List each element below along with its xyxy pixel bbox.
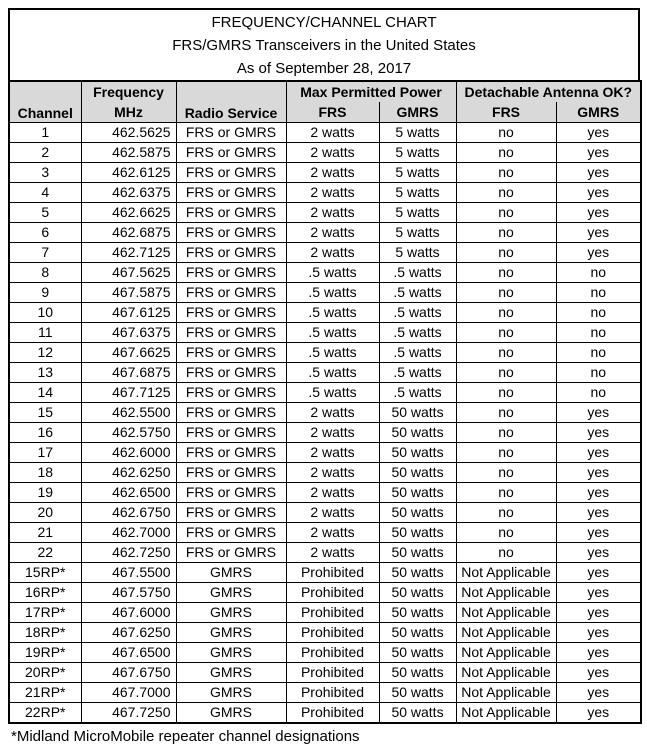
frs-power-cell: 2 watts [286, 403, 379, 423]
frs-power-cell: 2 watts [286, 203, 379, 223]
channel-cell: 16RP* [9, 583, 81, 603]
table-header [9, 81, 641, 123]
gmrs-antenna-cell: yes [556, 423, 641, 443]
radio-service-cell: GMRS [176, 563, 286, 583]
header-frequency [81, 81, 176, 123]
frequency-cell: 467.5875 [81, 283, 176, 303]
radio-service-cell: GMRS [176, 703, 286, 724]
frs-antenna-cell: Not Applicable [456, 623, 556, 643]
frs-power-cell: Prohibited [286, 623, 379, 643]
frs-power-cell: .5 watts [286, 283, 379, 303]
frequency-cell: 467.6000 [81, 603, 176, 623]
frequency-cell: 462.5625 [81, 123, 176, 143]
frs-antenna-cell: Not Applicable [456, 683, 556, 703]
frs-antenna-cell: no [456, 343, 556, 363]
table-row [9, 503, 641, 523]
channel-cell: 1 [9, 123, 81, 143]
radio-service-cell: GMRS [176, 683, 286, 703]
table-row [9, 383, 641, 403]
frs-antenna-cell: no [456, 483, 556, 503]
frs-power-cell: 2 watts [286, 503, 379, 523]
channel-cell: 10 [9, 303, 81, 323]
gmrs-antenna-cell: yes [556, 623, 641, 643]
radio-service-cell: FRS or GMRS [176, 363, 286, 383]
gmrs-power-cell: 50 watts [379, 483, 456, 503]
frs-antenna-cell: Not Applicable [456, 643, 556, 663]
frs-power-cell: 2 watts [286, 443, 379, 463]
frs-power-cell: 2 watts [286, 423, 379, 443]
frequency-cell: 462.5500 [81, 403, 176, 423]
gmrs-power-cell: 50 watts [379, 663, 456, 683]
table-row [9, 423, 641, 443]
header-power-frs: FRS [286, 102, 379, 122]
frs-antenna-cell: Not Applicable [456, 603, 556, 623]
channel-cell: 9 [9, 283, 81, 303]
gmrs-power-cell: 50 watts [379, 543, 456, 563]
frequency-cell: 462.5750 [81, 423, 176, 443]
gmrs-antenna-cell: yes [556, 163, 641, 183]
channel-cell: 12 [9, 343, 81, 363]
table-row [9, 263, 641, 283]
frequency-cell: 462.7250 [81, 543, 176, 563]
gmrs-antenna-cell: yes [556, 603, 641, 623]
gmrs-power-cell: .5 watts [379, 283, 456, 303]
frequency-cell: 462.5875 [81, 143, 176, 163]
gmrs-power-cell: 5 watts [379, 243, 456, 263]
table-row [9, 123, 641, 143]
gmrs-antenna-cell: no [556, 283, 641, 303]
frs-antenna-cell: no [456, 183, 556, 203]
channel-cell: 19 [9, 483, 81, 503]
frequency-cell: 462.7125 [81, 243, 176, 263]
gmrs-power-cell: 50 watts [379, 623, 456, 643]
frequency-cell: 467.5625 [81, 263, 176, 283]
radio-service-cell: FRS or GMRS [176, 403, 286, 423]
frequency-cell: 462.6000 [81, 443, 176, 463]
frs-antenna-cell: no [456, 443, 556, 463]
frs-power-cell: .5 watts [286, 323, 379, 343]
gmrs-power-cell: 5 watts [379, 123, 456, 143]
frs-antenna-cell: no [456, 303, 556, 323]
gmrs-antenna-cell: yes [556, 443, 641, 463]
frs-antenna-cell: no [456, 323, 556, 343]
table-row [9, 703, 641, 724]
gmrs-antenna-cell: yes [556, 203, 641, 223]
frequency-channel-table [8, 80, 642, 724]
radio-service-cell: FRS or GMRS [176, 323, 286, 343]
gmrs-antenna-cell: yes [556, 703, 641, 724]
header-channel: Channel [9, 81, 81, 123]
channel-cell: 13 [9, 363, 81, 383]
footnote: *Midland MicroMobile repeater channel designations [11, 728, 360, 745]
frequency-cell: 462.6125 [81, 163, 176, 183]
channel-cell: 18RP* [9, 623, 81, 643]
gmrs-antenna-cell: yes [556, 483, 641, 503]
frs-power-cell: 2 watts [286, 243, 379, 263]
gmrs-antenna-cell: yes [556, 243, 641, 263]
gmrs-power-cell: .5 watts [379, 323, 456, 343]
header-power-gmrs: GMRS [379, 102, 456, 122]
radio-service-cell: FRS or GMRS [176, 203, 286, 223]
gmrs-antenna-cell: no [556, 363, 641, 383]
frequency-cell: 467.6375 [81, 323, 176, 343]
frequency-cell: 462.6250 [81, 463, 176, 483]
frs-antenna-cell: no [456, 383, 556, 403]
channel-cell: 8 [9, 263, 81, 283]
gmrs-antenna-cell: yes [556, 223, 641, 243]
gmrs-antenna-cell: yes [556, 643, 641, 663]
gmrs-power-cell: 50 watts [379, 583, 456, 603]
gmrs-antenna-cell: no [556, 263, 641, 283]
frs-power-cell: Prohibited [286, 643, 379, 663]
table-row [9, 203, 641, 223]
frequency-cell: 467.6500 [81, 643, 176, 663]
channel-cell: 11 [9, 323, 81, 343]
gmrs-power-cell: 5 watts [379, 183, 456, 203]
gmrs-antenna-cell: no [556, 323, 641, 343]
table-row [9, 303, 641, 323]
radio-service-cell: FRS or GMRS [176, 503, 286, 523]
radio-service-cell: FRS or GMRS [176, 263, 286, 283]
table-row [9, 283, 641, 303]
channel-cell: 18 [9, 463, 81, 483]
gmrs-antenna-cell: yes [556, 583, 641, 603]
table-row [9, 363, 641, 383]
channel-cell: 7 [9, 243, 81, 263]
frs-antenna-cell: no [456, 223, 556, 243]
frs-power-cell: 2 watts [286, 223, 379, 243]
channel-cell: 16 [9, 423, 81, 443]
radio-service-cell: GMRS [176, 583, 286, 603]
channel-cell: 19RP* [9, 643, 81, 663]
radio-service-cell: FRS or GMRS [176, 463, 286, 483]
gmrs-antenna-cell: yes [556, 563, 641, 583]
header-frequency-line1: Frequency [93, 84, 164, 100]
frs-antenna-cell: no [456, 123, 556, 143]
gmrs-antenna-cell: yes [556, 143, 641, 163]
table-row [9, 523, 641, 543]
radio-service-cell: FRS or GMRS [176, 423, 286, 443]
table-row [9, 603, 641, 623]
table-row [9, 463, 641, 483]
gmrs-power-cell: 50 watts [379, 523, 456, 543]
frs-power-cell: .5 watts [286, 383, 379, 403]
header-detachable-antenna: Detachable Antenna OK? [456, 81, 641, 102]
radio-service-cell: FRS or GMRS [176, 523, 286, 543]
title-line-2: FRS/GMRS Transceivers in the United States [172, 36, 476, 54]
table-row [9, 323, 641, 343]
header-max-permitted-power: Max Permitted Power [286, 81, 456, 102]
channel-cell: 4 [9, 183, 81, 203]
frs-antenna-cell: no [456, 523, 556, 543]
table-row [9, 243, 641, 263]
gmrs-power-cell: 50 watts [379, 403, 456, 423]
frs-power-cell: .5 watts [286, 303, 379, 323]
frs-antenna-cell: no [456, 503, 556, 523]
frs-antenna-cell: Not Applicable [456, 563, 556, 583]
gmrs-antenna-cell: yes [556, 683, 641, 703]
radio-service-cell: FRS or GMRS [176, 383, 286, 403]
gmrs-antenna-cell: yes [556, 543, 641, 563]
frs-antenna-cell: Not Applicable [456, 583, 556, 603]
frequency-cell: 467.6125 [81, 303, 176, 323]
gmrs-antenna-cell: yes [556, 463, 641, 483]
gmrs-power-cell: .5 watts [379, 263, 456, 283]
radio-service-cell: FRS or GMRS [176, 243, 286, 263]
table-row [9, 683, 641, 703]
header-antenna-frs: FRS [456, 102, 556, 122]
frequency-cell: 467.7000 [81, 683, 176, 703]
gmrs-power-cell: 50 watts [379, 643, 456, 663]
table-row [9, 183, 641, 203]
gmrs-antenna-cell: yes [556, 183, 641, 203]
radio-service-cell: FRS or GMRS [176, 443, 286, 463]
channel-cell: 20RP* [9, 663, 81, 683]
table-row [9, 483, 641, 503]
frequency-cell: 462.6750 [81, 503, 176, 523]
frs-power-cell: .5 watts [286, 343, 379, 363]
gmrs-antenna-cell: no [556, 343, 641, 363]
frs-power-cell: 2 watts [286, 463, 379, 483]
gmrs-antenna-cell: yes [556, 403, 641, 423]
table-row [9, 443, 641, 463]
channel-cell: 6 [9, 223, 81, 243]
gmrs-power-cell: 50 watts [379, 463, 456, 483]
table-row [9, 223, 641, 243]
gmrs-power-cell: 5 watts [379, 203, 456, 223]
channel-cell: 3 [9, 163, 81, 183]
gmrs-antenna-cell: no [556, 383, 641, 403]
frs-antenna-cell: no [456, 463, 556, 483]
frs-power-cell: .5 watts [286, 363, 379, 383]
frequency-cell: 462.6375 [81, 183, 176, 203]
radio-service-cell: GMRS [176, 623, 286, 643]
frs-antenna-cell: no [456, 143, 556, 163]
gmrs-power-cell: 50 watts [379, 423, 456, 443]
gmrs-power-cell: .5 watts [379, 303, 456, 323]
frequency-cell: 467.6750 [81, 663, 176, 683]
channel-cell: 22 [9, 543, 81, 563]
frs-power-cell: Prohibited [286, 703, 379, 724]
table-row [9, 403, 641, 423]
table-row [9, 143, 641, 163]
radio-service-cell: FRS or GMRS [176, 343, 286, 363]
radio-service-cell: FRS or GMRS [176, 223, 286, 243]
frs-antenna-cell: no [456, 403, 556, 423]
radio-service-cell: GMRS [176, 643, 286, 663]
frs-power-cell: Prohibited [286, 583, 379, 603]
radio-service-cell: FRS or GMRS [176, 483, 286, 503]
title-line-1: FREQUENCY/CHANNEL CHART [211, 13, 437, 31]
radio-service-cell: FRS or GMRS [176, 283, 286, 303]
frs-power-cell: 2 watts [286, 483, 379, 503]
channel-cell: 14 [9, 383, 81, 403]
frs-antenna-cell: no [456, 423, 556, 443]
channel-cell: 21RP* [9, 683, 81, 703]
frequency-cell: 462.6625 [81, 203, 176, 223]
radio-service-cell: FRS or GMRS [176, 303, 286, 323]
header-row-group [9, 81, 641, 102]
header-radio-service: Radio Service [176, 81, 286, 123]
frs-antenna-cell: no [456, 243, 556, 263]
gmrs-power-cell: .5 watts [379, 383, 456, 403]
channel-cell: 22RP* [9, 703, 81, 724]
radio-service-cell: FRS or GMRS [176, 543, 286, 563]
gmrs-power-cell: 50 watts [379, 443, 456, 463]
frs-power-cell: 2 watts [286, 123, 379, 143]
radio-service-cell: GMRS [176, 663, 286, 683]
frequency-cell: 462.6875 [81, 223, 176, 243]
gmrs-power-cell: 50 watts [379, 683, 456, 703]
channel-table-body [9, 123, 641, 724]
frs-antenna-cell: no [456, 163, 556, 183]
frs-antenna-cell: no [456, 543, 556, 563]
channel-cell: 15RP* [9, 563, 81, 583]
gmrs-power-cell: 50 watts [379, 563, 456, 583]
frs-power-cell: 2 watts [286, 523, 379, 543]
gmrs-antenna-cell: yes [556, 123, 641, 143]
gmrs-power-cell: 5 watts [379, 163, 456, 183]
table-row [9, 563, 641, 583]
frs-antenna-cell: Not Applicable [456, 703, 556, 724]
radio-service-cell: FRS or GMRS [176, 163, 286, 183]
frequency-cell: 467.7250 [81, 703, 176, 724]
channel-cell: 21 [9, 523, 81, 543]
frequency-cell: 467.6250 [81, 623, 176, 643]
frs-power-cell: 2 watts [286, 183, 379, 203]
channel-cell: 2 [9, 143, 81, 163]
channel-cell: 17 [9, 443, 81, 463]
gmrs-antenna-cell: yes [556, 523, 641, 543]
frs-antenna-cell: no [456, 263, 556, 283]
gmrs-power-cell: .5 watts [379, 343, 456, 363]
frs-antenna-cell: no [456, 203, 556, 223]
header-frequency-line2: MHz [114, 104, 143, 120]
table-row [9, 663, 641, 683]
frs-power-cell: 2 watts [286, 163, 379, 183]
frs-power-cell: Prohibited [286, 563, 379, 583]
radio-service-cell: FRS or GMRS [176, 143, 286, 163]
frequency-cell: 467.5750 [81, 583, 176, 603]
channel-cell: 20 [9, 503, 81, 523]
frs-power-cell: 2 watts [286, 543, 379, 563]
frequency-cell: 462.7000 [81, 523, 176, 543]
header-antenna-gmrs: GMRS [556, 102, 641, 122]
frequency-cell: 467.6875 [81, 363, 176, 383]
frs-power-cell: Prohibited [286, 603, 379, 623]
radio-service-cell: FRS or GMRS [176, 123, 286, 143]
table-row [9, 543, 641, 563]
gmrs-power-cell: 50 watts [379, 503, 456, 523]
frequency-cell: 467.7125 [81, 383, 176, 403]
gmrs-power-cell: .5 watts [379, 363, 456, 383]
frs-power-cell: Prohibited [286, 663, 379, 683]
gmrs-power-cell: 5 watts [379, 223, 456, 243]
frs-antenna-cell: no [456, 283, 556, 303]
frequency-cell: 467.6625 [81, 343, 176, 363]
frs-power-cell: .5 watts [286, 263, 379, 283]
gmrs-antenna-cell: no [556, 303, 641, 323]
channel-cell: 17RP* [9, 603, 81, 623]
channel-cell: 5 [9, 203, 81, 223]
title-line-3: As of September 28, 2017 [236, 59, 412, 77]
radio-service-cell: GMRS [176, 603, 286, 623]
gmrs-power-cell: 50 watts [379, 603, 456, 623]
gmrs-antenna-cell: yes [556, 663, 641, 683]
channel-cell: 15 [9, 403, 81, 423]
frs-antenna-cell: no [456, 363, 556, 383]
gmrs-power-cell: 50 watts [379, 703, 456, 724]
frequency-cell: 467.5500 [81, 563, 176, 583]
table-row [9, 163, 641, 183]
gmrs-power-cell: 5 watts [379, 143, 456, 163]
frs-power-cell: 2 watts [286, 143, 379, 163]
frs-power-cell: Prohibited [286, 683, 379, 703]
gmrs-antenna-cell: yes [556, 503, 641, 523]
table-row [9, 643, 641, 663]
table-row [9, 343, 641, 363]
frequency-cell: 462.6500 [81, 483, 176, 503]
title-box [8, 8, 640, 82]
table-row [9, 583, 641, 603]
frs-antenna-cell: Not Applicable [456, 663, 556, 683]
radio-service-cell: FRS or GMRS [176, 183, 286, 203]
table-row [9, 623, 641, 643]
